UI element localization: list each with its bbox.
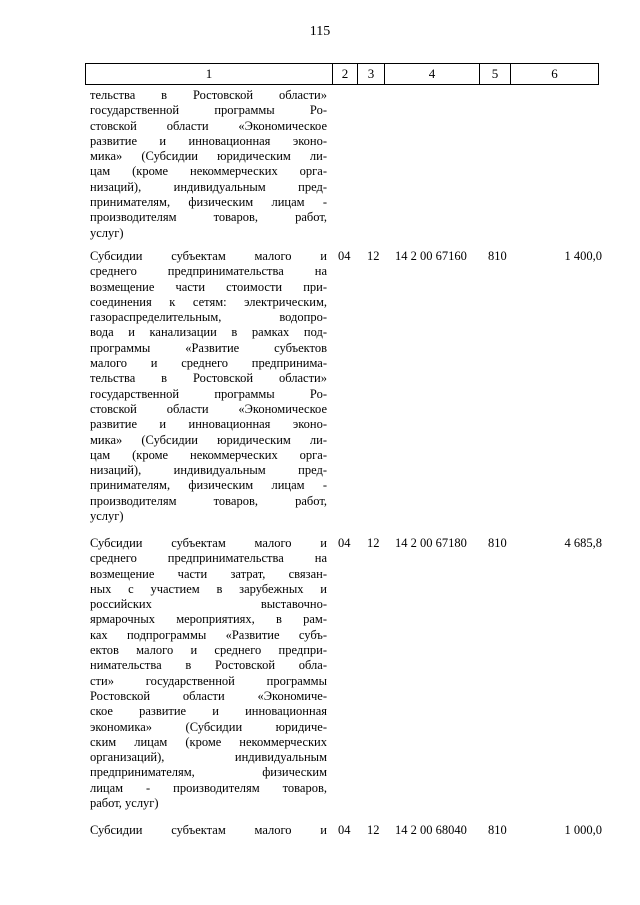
expense-type-code: 810 (488, 823, 507, 837)
description-line: развитие и инновационная эконо- (90, 417, 327, 432)
description-line: производителям товаров, работ, (90, 493, 327, 508)
description-line: ках подпрограммы «Развитие субъ- (90, 627, 327, 642)
description-line: лицам - производителям товаров, (90, 780, 327, 795)
description-line: ектов малого и среднего предпри- (90, 643, 327, 658)
description-line: тельства в Ростовской области» (90, 371, 327, 386)
header-col-6: 6 (551, 66, 558, 81)
description-line: цам (кроме некоммерческих орга- (90, 164, 327, 179)
description-line: низаций), индивидуальным пред- (90, 463, 327, 478)
target-article-code: 14 2 00 67160 (395, 249, 467, 263)
description-line: вода и канализации в рамках под- (90, 325, 327, 340)
description-line: экономика» (Субсидии юридиче- (90, 719, 327, 734)
description-line: предпринимателям, физическим (90, 765, 327, 780)
subsection-code: 12 (367, 823, 380, 837)
description-line: малого и среднего предпринима- (90, 356, 327, 371)
header-col-5: 5 (480, 64, 511, 84)
description-line: мика» (Субсидии юридическим ли- (90, 149, 327, 164)
target-article-code: 14 2 00 67180 (395, 536, 467, 550)
description-line: стовской области «Экономическое (90, 118, 327, 133)
description-line: работ, услуг) (90, 796, 159, 811)
description-line: программы «Развитие субъектов (90, 340, 327, 355)
expense-type-code: 810 (488, 249, 507, 263)
description-line: среднего предпринимательства на (90, 551, 327, 566)
description-line: ярмарочных мероприятиях, в рам- (90, 612, 327, 627)
description-line: Субсидии субъектам малого и (90, 823, 327, 837)
header-col-1: 1 (86, 64, 333, 84)
page-number: 115 (309, 24, 331, 39)
section-code: 04 (338, 823, 351, 837)
description-line: возмещение части стоимости при- (90, 279, 327, 294)
description-line: ных с участием в зарубежных и (90, 581, 327, 596)
header-col-2: 2 (333, 64, 358, 84)
amount: 1 400,0 (564, 249, 602, 263)
description-line: услуг) (90, 509, 124, 524)
row-description (90, 823, 327, 838)
description-line: стовской области «Экономическое (90, 401, 327, 416)
subsection-code: 12 (367, 536, 380, 550)
target-article-code: 14 2 00 68040 (395, 823, 467, 837)
description-line: принимателям, физическим лицам - (90, 478, 327, 493)
description-line: развитие и инновационная эконо- (90, 133, 327, 148)
description-line: газораспределительным, водопро- (90, 310, 327, 325)
description-line: мика» (Субсидии юридическим ли- (90, 432, 327, 447)
description-line: государственной программы Ро- (90, 103, 327, 118)
description-line: Субсидии субъектам малого и (90, 536, 327, 550)
description-line: ское развитие и инновационная (90, 704, 327, 719)
header-col-4: 4 (385, 64, 480, 84)
amount: 1 000,0 (564, 823, 602, 837)
description-line: соединения к сетям: электрическим, (90, 294, 327, 309)
header-col-3: 3 (358, 64, 385, 84)
description-line: услуг) (90, 225, 124, 240)
section-code: 04 (338, 249, 351, 263)
row-description (90, 536, 327, 811)
subsection-code: 12 (367, 249, 380, 263)
description-line: российских выставочно- (90, 597, 327, 612)
description-line: тельства в Ростовской области» (90, 88, 327, 102)
description-line: Субсидии субъектам малого и (90, 249, 327, 263)
amount: 4 685,8 (564, 536, 602, 550)
description-line: Ростовской области «Экономиче- (90, 688, 327, 703)
description-line: возмещение части затрат, связан- (90, 566, 327, 581)
row-description (90, 88, 327, 241)
description-line: низаций), индивидуальным пред- (90, 179, 327, 194)
expense-type-code: 810 (488, 536, 507, 550)
description-line: сти» государственной программы (90, 673, 327, 688)
table-header (85, 63, 599, 85)
description-line: цам (кроме некоммерческих орга- (90, 447, 327, 462)
row-description (90, 249, 327, 524)
description-line: ским лицам (кроме некоммерческих (90, 734, 327, 749)
description-line: нимательства в Ростовской обла- (90, 658, 327, 673)
description-line: принимателям, физическим лицам - (90, 195, 327, 210)
description-line: государственной программы Ро- (90, 386, 327, 401)
description-line: производителям товаров, работ, (90, 210, 327, 225)
section-code: 04 (338, 536, 351, 550)
description-line: среднего предпринимательства на (90, 264, 327, 279)
description-line: организаций), индивидуальным (90, 750, 327, 765)
